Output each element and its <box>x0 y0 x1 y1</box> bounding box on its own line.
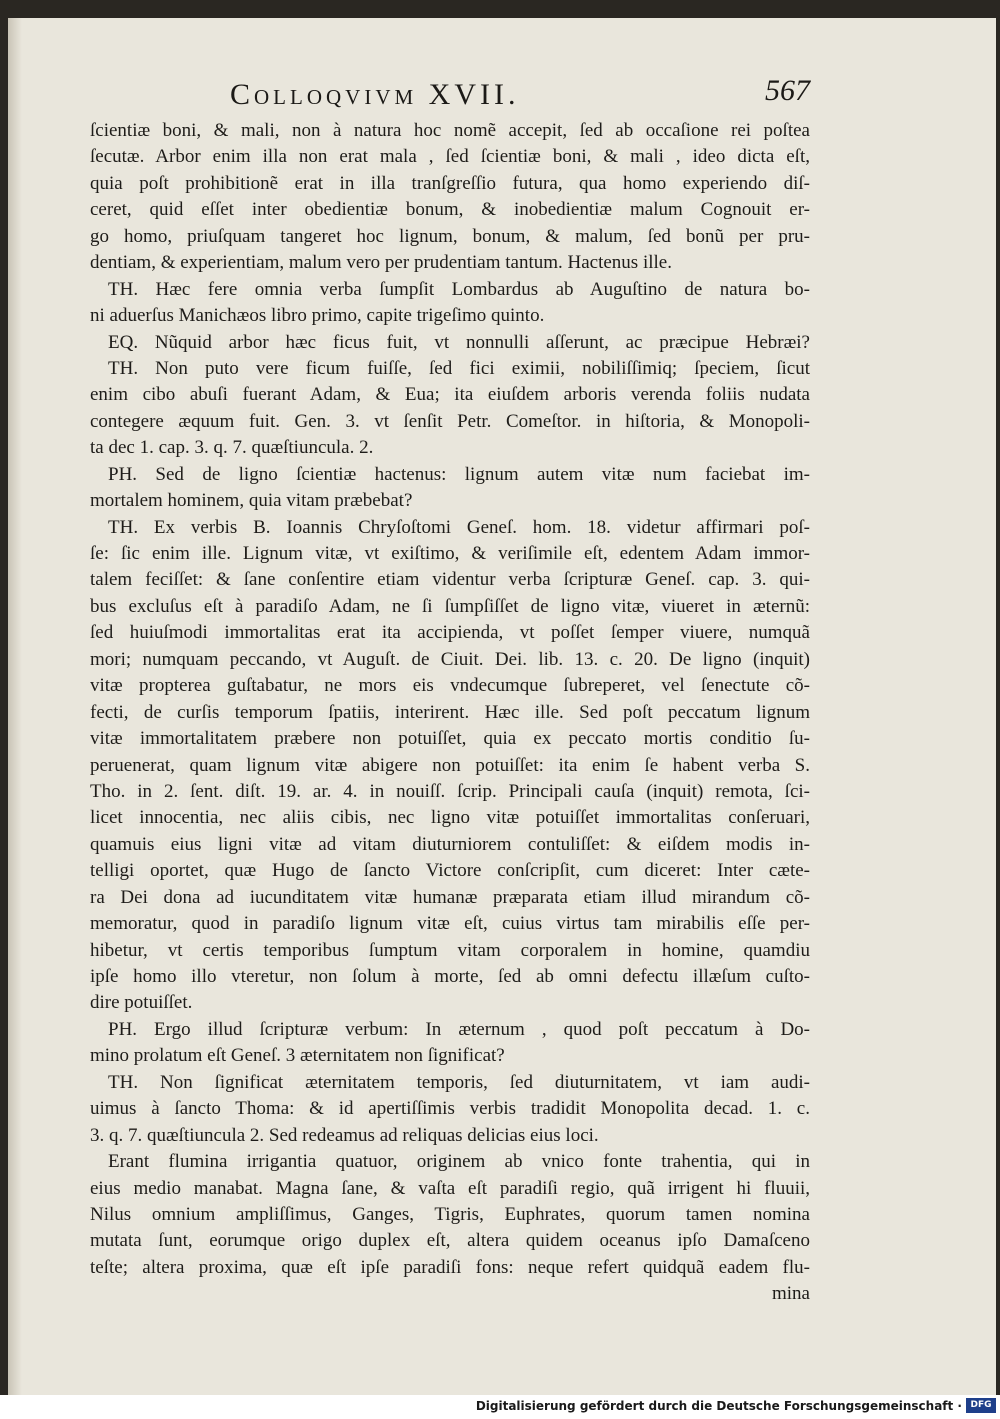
text-line: vitæ propterea guſtabatur, ne mors eis vndecumque ſubreperet, vel ſenectute cõ- <box>90 675 810 697</box>
body-text <box>90 118 810 1308</box>
dfg-logo-icon: DFG <box>966 1398 996 1413</box>
text-line: mutata ſunt, eorumque origo duplex eſt, altera quidem oceanus ipſo Damaſceno <box>90 1230 810 1252</box>
text-line: enim cibo abuſi fuerant Adam, & Eua; ita eiuſdem arboris verenda foliis nudata <box>90 384 810 406</box>
text-line: TH. Non puto vere ficum fuiſſe, ſed fici eximii, nobiliſſimiq; ſpeciem, ſicut <box>108 357 810 379</box>
text-line: dire potuiſſet. <box>90 992 193 1014</box>
text-line: ſcientiæ boni, & mali, non à natura hoc nomẽ accepit, ſed ab occaſione rei poſtea <box>90 120 810 141</box>
page-header <box>230 64 810 116</box>
text-line: ſe: ſic enim ille. Lignum vitæ, vt exiſtimo, & veriſimile eſt, edentem Adam immor- <box>90 543 810 564</box>
text-line: ta dec 1. cap. 3. q. 7. quæſtiuncula. 2. <box>90 437 374 459</box>
text-line: PH. Sed de ligno ſcientiæ hactenus: lignum autem vitæ num faciebat im- <box>108 463 810 485</box>
text-line: memoratur, quod in paradiſo lignum vitæ eſt, cuius virtus tam mirabilis eſſe per- <box>90 913 810 935</box>
text-line: talem feciſſet: & ſane conſentire etiam videntur verba ſcripturæ Geneſ. cap. 3. qui- <box>90 569 810 591</box>
text-line: fecti, de curſis temporum ſpatiis, interirent. Hæc ille. Sed poſt peccatum lignum <box>90 701 810 723</box>
text-line: Erant flumina irrigantia quatuor, originem ab vnico fonte trahentia, qui in <box>108 1151 810 1173</box>
funding-credit: Digitalisierung gefördert durch die Deutsche Forschungsgemeinschaft · <box>475 1399 962 1413</box>
text-line: Tho. in 2. ſent. diſt. 19. ar. 4. in nouiſſ. ſcrip. Principali cauſa (inquit) remota, ſci- <box>90 780 810 802</box>
text-line: eius medio manabat. Magna ſane, & vaſta eſt paradiſi regio, quã irrigent hi fluuii, <box>90 1177 810 1199</box>
text-line: mortalem hominem, quia vitam præbebat? <box>90 490 413 512</box>
text-line: dentiam, & experientiam, malum vero per prudentiam tantum. Hactenus ille. <box>90 252 672 274</box>
text-line: contegere æquum fuit. Gen. 3. vt ſenſit Petr. Comeſtor. in hiſtoria, & Monopoli- <box>90 410 810 432</box>
text-line: ceret, quid eſſet inter obedientiæ bonum, & inobedientiæ malum Cognouit er- <box>90 199 810 221</box>
text-line: ni aduerſus Manichæos libro primo, capite trigeſimo quinto. <box>90 305 545 327</box>
text-line: TH. Non ſignificat æternitatem temporis, ſed diuturnitatem, vt iam audi- <box>108 1071 810 1093</box>
text-line: peruenerat, quam lignum vitæ abigere non potuiſſet: ita enim ſe habent verba S. <box>90 754 810 776</box>
text-line: uimus à ſancto Thoma: & id apertiſſimis verbis tradidit Monopolita decad. 1. c. <box>90 1098 810 1120</box>
text-line: TH. Ex verbis B. Ioannis Chryſoſtomi Geneſ. hom. 18. videtur affirmari poſ- <box>108 516 810 538</box>
text-line: ipſe homo illo vteretur, non ſolum à morte, ſed ab omni defectu illæſum cuſto- <box>90 966 810 987</box>
text-line: licet innocentia, nec aliis cibis, nec ligno vitæ potuiſſet immortalitas conſeruari, <box>90 807 810 829</box>
text-line: Nilus omnium ampliſſimus, Ganges, Tigris, Euphrates, quorum tamen nomina <box>90 1203 810 1225</box>
text-line: mori; numquam peccando, vt Auguſt. de Ciuit. Dei. lib. 13. c. 20. De ligno (inquit) <box>90 648 810 670</box>
text-line: quia poſt prohibitionẽ erat in illa tranſgreſſio futura, qua homo experiendo diſ- <box>90 172 810 194</box>
text-line: ſed huiuſmodi immortalitas erat ita accipienda, vt poſſet ſemper viuere, numquã <box>90 622 810 644</box>
text-line: mino prolatum eſt Geneſ. 3 æternitatem non ſignificat? <box>90 1045 505 1067</box>
text-line: bus excluſus eſt à paradiſo Adam, ne ſi ſumpſiſſet de ligno vitæ, viueret in æternũ: <box>90 595 810 617</box>
text-line: EQ. Nũquid arbor hæc ficus fuit, vt nonnulli aſſerunt, ac præcipue Hebræi? <box>108 331 810 353</box>
catchword: mina <box>772 1283 810 1305</box>
page-number: 567 <box>765 74 810 107</box>
digitization-footer <box>0 1395 1000 1419</box>
text-line: telligi oportet, quæ Hugo de ſancto Victore conſcripſit, cum diceret: Inter cæte- <box>90 860 810 882</box>
text-line: ſecutæ. Arbor enim illa non erat mala , ſed ſcientiæ boni, & mali , ideo dicta eſt, <box>90 146 810 168</box>
text-line: quamuis eius ligni vitæ ad vitam diuturniorem contuliſſet: & eiſdem modis in- <box>90 833 810 855</box>
text-line: PH. Ergo illud ſcripturæ verbum: In æternum , quod poſt peccatum à Do- <box>108 1018 810 1040</box>
text-line: 3. q. 7. quæſtiuncula 2. Sed redeamus ad reliquas delicias eius loci. <box>90 1124 599 1146</box>
text-line: hibetur, vt certis temporibus ſumptum vitam corporalem in homine, quamdiu <box>90 939 810 961</box>
running-title: Colloqvivm XVII. <box>230 78 520 111</box>
text-line: TH. Hæc fere omnia verba ſumpſit Lombardus ab Auguſtino de natura bo- <box>108 278 810 300</box>
text-line: ra Dei dona ad iucunditatem vitæ humanæ præparata etiam illud mirandum cõ- <box>90 886 810 908</box>
text-line: vitæ immortalitatem præbere non potuiſſet, quia ex peccato mortis conditio ſu- <box>90 728 810 750</box>
text-line: go homo, priuſquam tangeret hoc lignum, bonum, & malum, ſed bonũ per pru- <box>90 225 810 247</box>
gutter-shadow <box>8 18 22 1395</box>
text-line: teſte; altera proxima, quæ eſt ipſe paradiſi fons: neque refert quidquã eadem flu- <box>90 1256 810 1278</box>
